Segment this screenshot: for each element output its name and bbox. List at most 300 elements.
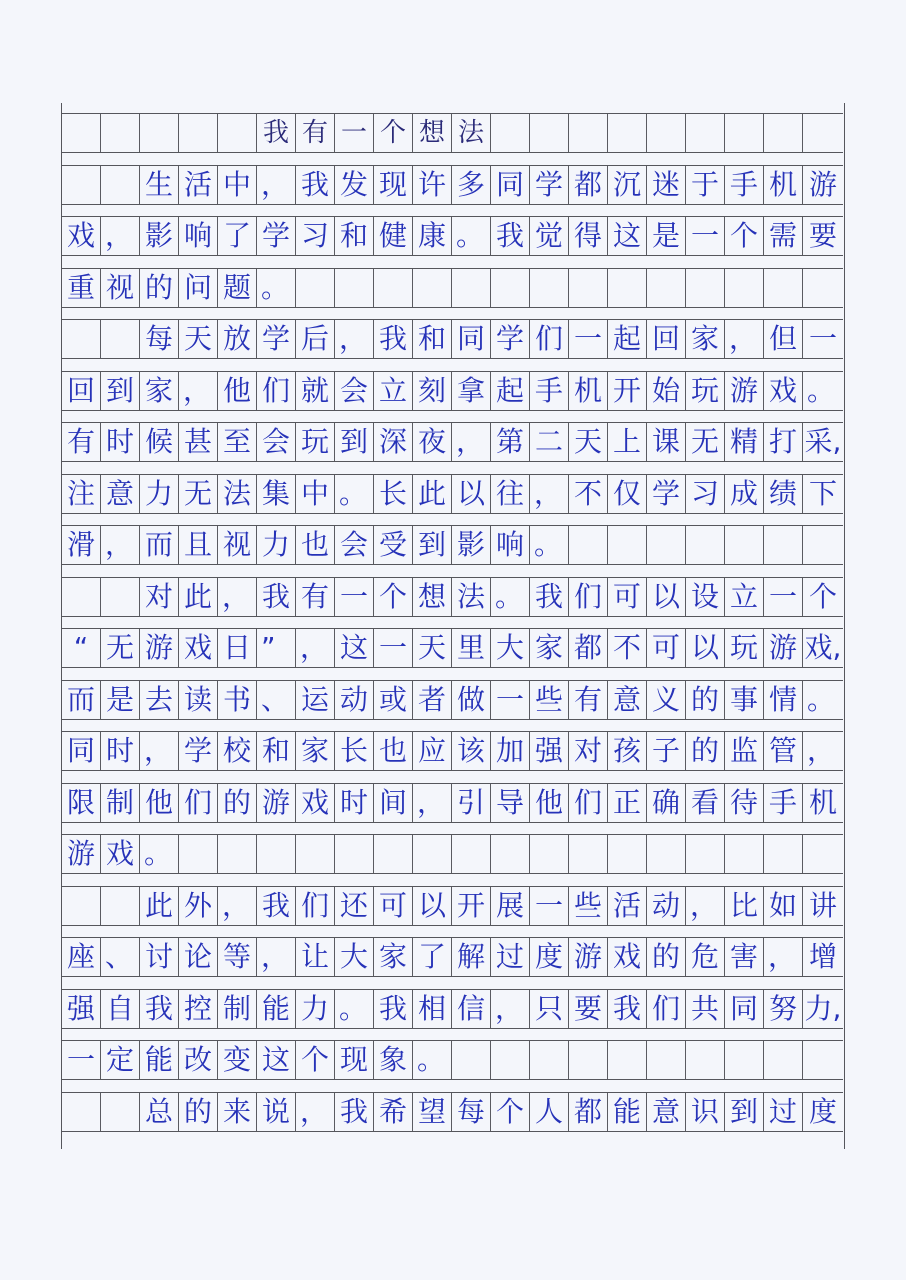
grid-cell: 动 (335, 681, 374, 719)
grid-cell: ， (218, 887, 257, 925)
grid-cell (101, 320, 140, 358)
grid-cell (608, 1041, 647, 1079)
grid-cell: 视 (101, 269, 140, 307)
grid-cell (62, 1093, 101, 1131)
grid-cell: 深 (374, 423, 413, 461)
grid-cell: 甚 (179, 423, 218, 461)
grid-cell: 对 (140, 578, 179, 616)
grid-cell: ， (452, 423, 491, 461)
grid-cell: 解 (452, 938, 491, 976)
grid-cell: 课 (647, 423, 686, 461)
grid-cell: 天 (569, 423, 608, 461)
grid-cell: 识 (686, 1093, 725, 1131)
grid-cell: 重 (62, 269, 101, 307)
grid-cell: 到 (101, 372, 140, 410)
grid-cell: 度 (530, 938, 569, 976)
grid-cell: 夜 (413, 423, 452, 461)
grid-cell (452, 269, 491, 307)
grid-cell (257, 835, 296, 873)
grid-cell: 想 (413, 578, 452, 616)
grid-cell: 玩 (296, 423, 335, 461)
grid-cell (179, 835, 218, 873)
grid-cell: 会 (257, 423, 296, 461)
grid-cell: 他 (218, 372, 257, 410)
grid-cell: 每 (140, 320, 179, 358)
grid-cell: 游 (764, 629, 803, 667)
grid-cell (530, 114, 569, 152)
grid-cell (530, 269, 569, 307)
grid-cell: 放 (218, 320, 257, 358)
grid-cell: 共 (686, 990, 725, 1028)
grid-cell: 我 (608, 990, 647, 1028)
grid-cell: ， (218, 578, 257, 616)
grid-cell: 信 (452, 990, 491, 1028)
grid-cell: 同 (452, 320, 491, 358)
grid-cell: 这 (257, 1041, 296, 1079)
grid-cell (101, 166, 140, 204)
grid-cell: 无 (686, 423, 725, 461)
grid-cell: 相 (413, 990, 452, 1028)
grid-cell: 展 (491, 887, 530, 925)
grid-cell: 现 (335, 1041, 374, 1079)
grid-cell: 健 (374, 217, 413, 255)
grid-cell: 设 (686, 578, 725, 616)
grid-cell: 力, (804, 991, 842, 1025)
grid-cell: 一 (808, 322, 837, 355)
grid-cell: 同 (491, 166, 530, 204)
grid-cell (452, 835, 491, 873)
essay-line (62, 525, 843, 565)
grid-cell: 学 (491, 320, 530, 358)
grid-cell: 只 (530, 990, 569, 1028)
grid-cell: 机 (764, 166, 803, 204)
grid-cell: 同 (62, 732, 101, 770)
grid-cell: “ (62, 629, 101, 667)
grid-cell: 多 (452, 166, 491, 204)
grid-cell: 运 (296, 681, 335, 719)
grid-cell: 开 (452, 887, 491, 925)
grid-cell: 学 (257, 320, 296, 358)
grid-cell: 到 (413, 526, 452, 564)
grid-cell (374, 269, 413, 307)
grid-cell: 以 (686, 629, 725, 667)
grid-cell: 仅 (608, 475, 647, 513)
essay-line (62, 937, 843, 977)
grid-cell: 开 (608, 372, 647, 410)
grid-cell: 起 (608, 320, 647, 358)
grid-cell: 。 (452, 217, 491, 255)
grid-cell: 变 (218, 1041, 257, 1079)
grid-cell: 学 (257, 217, 296, 255)
grid-cell: 手 (725, 166, 764, 204)
grid-cell: 无 (179, 475, 218, 513)
grid-cell: 应 (413, 732, 452, 770)
grid-cell: 活 (608, 887, 647, 925)
essay-line (62, 422, 843, 462)
grid-cell: 沉 (608, 166, 647, 204)
essay-line (62, 783, 843, 823)
grid-cell: 可 (374, 887, 413, 925)
grid-cell: 立 (725, 578, 764, 616)
grid-cell (647, 114, 686, 152)
grid-cell: 讲 (808, 888, 837, 922)
grid-cell (62, 114, 101, 152)
grid-cell: 事 (725, 681, 764, 719)
grid-cell: 一 (530, 887, 569, 925)
grid-cell: ， (101, 217, 140, 255)
grid-cell (491, 269, 530, 307)
essay-line (62, 577, 843, 617)
grid-cell (686, 1041, 725, 1079)
grid-cell: 的 (686, 732, 725, 770)
grid-cell: 和 (257, 732, 296, 770)
grid-cell (725, 835, 764, 873)
grid-cell: 注 (62, 475, 101, 513)
grid-cell: 要 (808, 219, 837, 252)
grid-cell: 。 (807, 373, 836, 407)
grid-cell: 我 (491, 217, 530, 255)
grid-cell: 过 (491, 938, 530, 976)
grid-cell (569, 526, 608, 564)
grid-cell: 游 (808, 167, 837, 201)
grid-cell (452, 1041, 491, 1079)
grid-cell: 。 (335, 990, 374, 1028)
grid-cell: 回 (62, 372, 101, 410)
grid-cell: 们 (647, 990, 686, 1028)
grid-cell: 而 (140, 526, 179, 564)
grid-cell: 的 (218, 784, 257, 822)
grid-cell: 希 (374, 1093, 413, 1131)
grid-cell: 们 (179, 784, 218, 822)
grid-cell: 制 (101, 784, 140, 822)
grid-cell: 动 (647, 887, 686, 925)
grid-cell: 人 (530, 1093, 569, 1131)
grid-cell: 里 (452, 629, 491, 667)
grid-cell (608, 269, 647, 307)
grid-cell (530, 1041, 569, 1079)
grid-cell: 我 (140, 990, 179, 1028)
grid-cell: 玩 (725, 629, 764, 667)
grid-cell: 强 (62, 990, 101, 1028)
grid-cell (491, 835, 530, 873)
grid-cell: 滑 (62, 526, 101, 564)
grid-cell: 的 (686, 681, 725, 719)
grid-cell: ， (335, 320, 374, 358)
grid-cell: 看 (686, 784, 725, 822)
grid-cell (803, 1041, 843, 1079)
grid-cell (101, 114, 140, 152)
grid-cell: 中 (218, 166, 257, 204)
grid-cell: 、 (101, 938, 140, 976)
grid-cell: 天 (179, 320, 218, 358)
grid-cell: 个 (491, 1093, 530, 1131)
grid-cell: 个 (374, 114, 413, 152)
grid-cell: ， (807, 734, 836, 767)
grid-cell: 控 (179, 990, 218, 1028)
grid-cell: 外 (179, 887, 218, 925)
grid-cell: 而 (62, 681, 101, 719)
grid-cell: ， (140, 732, 179, 770)
grid-cell: 迷 (647, 166, 686, 204)
grid-cell: 立 (374, 372, 413, 410)
grid-cell: ， (530, 475, 569, 513)
grid-cell (335, 835, 374, 873)
grid-cell: ， (413, 784, 452, 822)
grid-cell: 戏 (101, 835, 140, 873)
grid-cell (101, 887, 140, 925)
essay-line (62, 319, 843, 359)
grid-cell: 会 (335, 526, 374, 564)
grid-cell: 是 (647, 217, 686, 255)
grid-cell (764, 526, 803, 564)
grid-cell: 孩 (608, 732, 647, 770)
grid-cell: 我 (335, 1093, 374, 1131)
grid-cell (608, 526, 647, 564)
grid-cell: 刻 (413, 372, 452, 410)
grid-cell: 能 (140, 1041, 179, 1079)
grid-cell: 。 (140, 835, 179, 873)
grid-cell: 的 (140, 269, 179, 307)
grid-cell: 机 (569, 372, 608, 410)
grid-cell: 觉 (530, 217, 569, 255)
grid-cell: 法 (452, 114, 491, 152)
grid-cell (335, 269, 374, 307)
grid-cell (764, 114, 803, 152)
grid-cell: 子 (647, 732, 686, 770)
grid-cell: 游 (140, 629, 179, 667)
grid-cell (725, 114, 764, 152)
grid-cell: 我 (257, 114, 296, 152)
grid-cell: 加 (491, 732, 530, 770)
grid-cell: 且 (179, 526, 218, 564)
essay-line (62, 628, 843, 668)
grid-cell: 法 (452, 578, 491, 616)
grid-cell: 长 (374, 475, 413, 513)
essay-line (62, 834, 843, 874)
grid-cell: 戏, (804, 631, 842, 664)
grid-cell: 受 (374, 526, 413, 564)
grid-cell: 时 (335, 784, 374, 822)
grid-cell: 想 (413, 114, 452, 152)
grid-cell: 都 (569, 629, 608, 667)
grid-cell: 过 (764, 1093, 803, 1131)
grid-cell: 得 (569, 217, 608, 255)
grid-cell: 监 (725, 732, 764, 770)
grid-cell: 个 (374, 578, 413, 616)
grid-cell: 一 (335, 114, 374, 152)
grid-cell: 活 (179, 166, 218, 204)
grid-cell: 家 (296, 732, 335, 770)
essay-line (62, 268, 843, 308)
grid-cell (569, 1041, 608, 1079)
grid-cell: 意 (647, 1093, 686, 1131)
grid-cell: 以 (452, 475, 491, 513)
grid-cell (725, 1041, 764, 1079)
grid-cell (725, 269, 764, 307)
grid-cell: 不 (569, 475, 608, 513)
grid-cell: 生 (140, 166, 179, 204)
grid-cell: 力 (296, 990, 335, 1028)
grid-cell: 家 (686, 320, 725, 358)
grid-cell: 强 (530, 732, 569, 770)
grid-cell: 对 (569, 732, 608, 770)
title-row (62, 113, 843, 153)
grid-cell: 手 (764, 784, 803, 822)
grid-cell (62, 166, 101, 204)
grid-cell: 游 (725, 372, 764, 410)
grid-cell: 游 (257, 784, 296, 822)
grid-cell: 可 (608, 578, 647, 616)
grid-cell: 来 (218, 1093, 257, 1131)
grid-cell: 成 (725, 475, 764, 513)
grid-cell: 习 (686, 475, 725, 513)
grid-cell: 此 (413, 475, 452, 513)
grid-cell (686, 269, 725, 307)
grid-cell: 和 (335, 217, 374, 255)
grid-cell: 。 (530, 526, 569, 564)
grid-cell: 到 (725, 1093, 764, 1131)
grid-cell: 影 (140, 217, 179, 255)
grid-cell: 自 (101, 990, 140, 1028)
grid-cell: 同 (725, 990, 764, 1028)
grid-cell: 个 (725, 217, 764, 255)
grid-cell (569, 835, 608, 873)
grid-cell: 义 (647, 681, 686, 719)
grid-cell: 学 (530, 166, 569, 204)
grid-cell: 响 (179, 217, 218, 255)
grid-cell: 都 (569, 1093, 608, 1131)
grid-cell: 、 (257, 681, 296, 719)
grid-cell: 后 (296, 320, 335, 358)
grid-cell: 说 (257, 1093, 296, 1131)
grid-cell (569, 114, 608, 152)
grid-cell: 害 (725, 938, 764, 976)
grid-cell: 学 (179, 732, 218, 770)
grid-cell: 但 (764, 320, 803, 358)
grid-cell: 学 (647, 475, 686, 513)
grid-cell: 都 (569, 166, 608, 204)
grid-cell: 力 (140, 475, 179, 513)
grid-cell: 起 (491, 372, 530, 410)
grid-cell (647, 835, 686, 873)
grid-cell: ， (257, 166, 296, 204)
grid-cell: 了 (218, 217, 257, 255)
grid-cell: 定 (101, 1041, 140, 1079)
grid-cell: 能 (608, 1093, 647, 1131)
grid-cell: 影 (452, 526, 491, 564)
grid-cell: 个 (808, 579, 837, 613)
grid-cell: 可 (647, 629, 686, 667)
grid-cell: 。 (413, 1041, 452, 1079)
grid-cell (686, 835, 725, 873)
grid-cell: 做 (452, 681, 491, 719)
grid-cell: 一 (686, 217, 725, 255)
grid-cell (647, 269, 686, 307)
grid-cell: ， (764, 938, 803, 976)
grid-cell: 就 (296, 372, 335, 410)
grid-cell: 天 (413, 629, 452, 667)
grid-cell (608, 835, 647, 873)
grid-cell: 集 (257, 475, 296, 513)
grid-cell (374, 835, 413, 873)
grid-cell: 我 (374, 320, 413, 358)
grid-cell (803, 114, 843, 152)
grid-cell: 间 (374, 784, 413, 822)
grid-cell: 许 (413, 166, 452, 204)
grid-cell: 此 (179, 578, 218, 616)
grid-cell: 长 (335, 732, 374, 770)
grid-cell: 等 (218, 938, 257, 976)
grid-cell: 游 (62, 835, 101, 873)
grid-cell: 了 (413, 938, 452, 976)
grid-cell: 望 (413, 1093, 452, 1131)
grid-cell: 能 (257, 990, 296, 1028)
grid-cell: 的 (647, 938, 686, 976)
grid-cell: 要 (569, 990, 608, 1028)
grid-cell: 他 (140, 784, 179, 822)
grid-cell: 大 (491, 629, 530, 667)
grid-cell (491, 1041, 530, 1079)
grid-cell: 大 (335, 938, 374, 976)
grid-cell: 至 (218, 423, 257, 461)
grid-cell: 中 (296, 475, 335, 513)
essay-line (62, 216, 843, 256)
grid-cell: ， (686, 887, 725, 925)
grid-cell: 一 (374, 629, 413, 667)
grid-cell (62, 320, 101, 358)
grid-cell: 发 (335, 166, 374, 204)
grid-cell: ， (725, 320, 764, 358)
grid-cell: 个 (296, 1041, 335, 1079)
grid-cell: 制 (218, 990, 257, 1028)
grid-cell (608, 114, 647, 152)
grid-cell: 些 (530, 681, 569, 719)
grid-cell: 我 (530, 578, 569, 616)
grid-cell: ， (296, 1093, 335, 1131)
grid-cell: 题 (218, 269, 257, 307)
grid-cell: 还 (335, 887, 374, 925)
grid-cell: 响 (491, 526, 530, 564)
grid-cell: 精 (725, 423, 764, 461)
grid-cell: 们 (530, 320, 569, 358)
essay-line (62, 371, 843, 411)
grid-cell: 这 (608, 217, 647, 255)
grid-cell: 一 (335, 578, 374, 616)
grid-cell: ， (179, 372, 218, 410)
grid-cell: 视 (218, 526, 257, 564)
grid-cell: 情 (764, 681, 803, 719)
grid-cell: 座 (62, 938, 101, 976)
grid-cell (530, 835, 569, 873)
grid-cell: 危 (686, 938, 725, 976)
grid-cell: 时 (101, 732, 140, 770)
grid-cell: 玩 (686, 372, 725, 410)
grid-cell: 现 (374, 166, 413, 204)
grid-cell: 回 (647, 320, 686, 358)
grid-cell: 总 (140, 1093, 179, 1131)
grid-cell (725, 526, 764, 564)
grid-cell: 法 (218, 475, 257, 513)
grid-cell: 一 (62, 1041, 101, 1079)
grid-cell: 校 (218, 732, 257, 770)
grid-cell: 管 (764, 732, 803, 770)
grid-cell: 者 (413, 681, 452, 719)
grid-cell (218, 835, 257, 873)
grid-cell (803, 269, 843, 307)
grid-cell: 问 (179, 269, 218, 307)
grid-cell: ” (257, 629, 296, 667)
grid-cell: 导 (491, 784, 530, 822)
